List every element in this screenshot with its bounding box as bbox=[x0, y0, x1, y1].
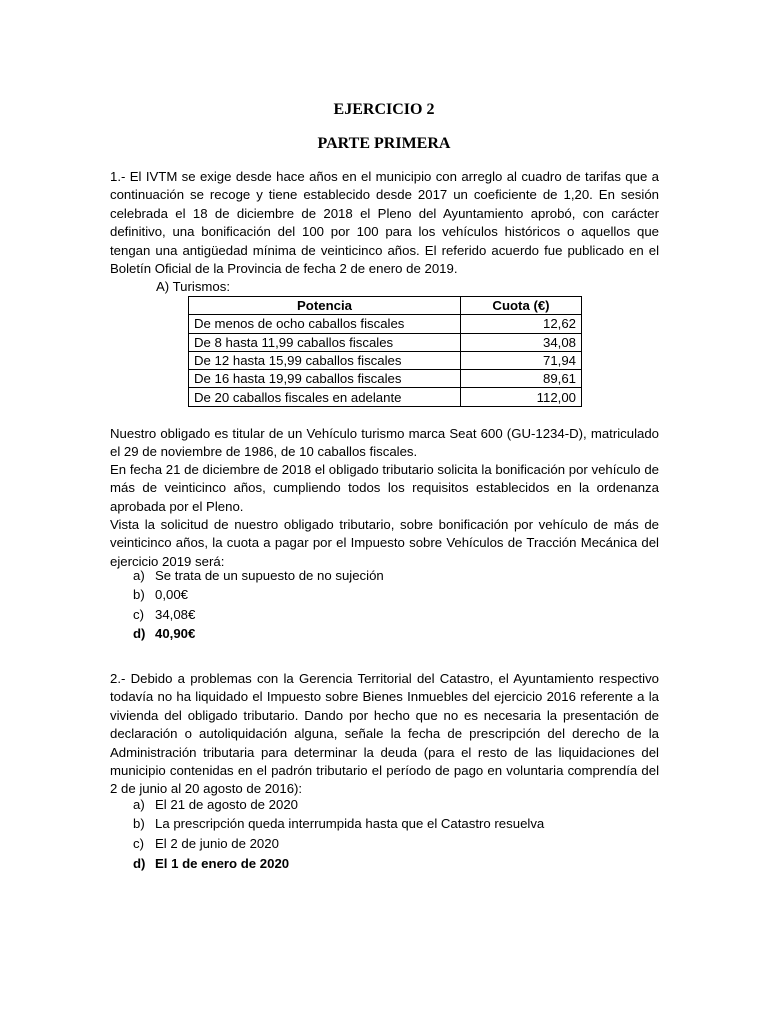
table-row bbox=[189, 315, 582, 333]
question-1-option-a[interactable] bbox=[133, 567, 384, 585]
option-text: El 1 de enero de 2020 bbox=[155, 856, 290, 871]
table-row bbox=[189, 388, 582, 406]
column-header-cuota: Cuota (€) bbox=[461, 297, 582, 315]
option-letter: a) bbox=[133, 568, 145, 583]
cuota-cell: 89,61 bbox=[461, 370, 582, 388]
question-1-option-c[interactable] bbox=[133, 606, 195, 624]
potencia-cell: De menos de ocho caballos fiscales bbox=[189, 315, 461, 333]
option-text: El 2 de junio de 2020 bbox=[155, 836, 279, 851]
question-2-intro: 2.- Debido a problemas con la Gerencia Territorial del Catastro, el Ayuntamiento respectivo todavía no ha liquidado el Impuesto sobre Bienes Inmuebles del ejercicio 2016 referente a la vivienda del obligado tributario. Dando por hecho que no es necesaria la presentación de declaración o autoliquidación alguna, señale la fecha de prescripción del derecho de la Administración tributaria para determinar la deuda (para el resto de las liquidaciones del municipio contenidas en el padrón tributario el período de pago en voluntaria comprendía del 2 de junio al 20 agosto de 2016): bbox=[110, 671, 659, 797]
option-letter: d) bbox=[133, 626, 146, 641]
question-2-option-d[interactable] bbox=[133, 855, 289, 873]
question-1-question-paragraph: Vista la solicitud de nuestro obligado tributario, sobre bonificación por vehículo de más de veinticinco años, la cuota a pagar por el Impuesto sobre Vehículos de Tracción Mecánica del ejercicio 2019 será: bbox=[110, 517, 659, 569]
question-1-request-paragraph: En fecha 21 de diciembre de 2018 el obligado tributario solicita la bonificación por vehículo de más de veinticinco años, cumpliendo todos los requisitos establecidos en la ordenanza aprobada por el Pleno. bbox=[110, 462, 659, 514]
column-header-potencia: Potencia bbox=[189, 297, 461, 315]
table-row bbox=[189, 351, 582, 369]
cuota-cell: 34,08 bbox=[461, 333, 582, 351]
option-letter: b) bbox=[133, 816, 145, 831]
question-2-option-b[interactable] bbox=[133, 815, 544, 833]
question-1-option-b[interactable] bbox=[133, 586, 188, 604]
option-text: El 21 de agosto de 2020 bbox=[155, 797, 298, 812]
option-text: 40,90€ bbox=[155, 626, 196, 641]
cuota-cell: 112,00 bbox=[461, 388, 582, 406]
tariff-table bbox=[188, 296, 582, 407]
part-heading: PARTE PRIMERA bbox=[317, 135, 451, 152]
option-letter: d) bbox=[133, 856, 146, 871]
potencia-cell: De 20 caballos fiscales en adelante bbox=[189, 388, 461, 406]
potencia-cell: De 16 hasta 19,99 caballos fiscales bbox=[189, 370, 461, 388]
option-text: La prescripción queda interrumpida hasta que el Catastro resuelva bbox=[155, 816, 545, 831]
table-header-row bbox=[189, 297, 582, 315]
option-letter: b) bbox=[133, 587, 145, 602]
question-2-option-c[interactable] bbox=[133, 835, 279, 853]
cuota-cell: 71,94 bbox=[461, 351, 582, 369]
option-text: Se trata de un supuesto de no sujeción bbox=[155, 568, 384, 583]
option-text: 0,00€ bbox=[155, 587, 189, 602]
turismos-label: A) Turismos: bbox=[156, 279, 231, 294]
question-1-intro: 1.- El IVTM se exige desde hace años en el municipio con arreglo al cuadro de tarifas que a continuación se recoge y tiene establecido desde 2017 un coeficiente de 1,20. En sesión celebrada el 18 de diciembre de 2018 el Pleno del Ayuntamiento aprobó, con carácter definitivo, una bonificación del 100 por 100 para los vehículos históricos o aquellos que tengan una antigüedad mínima de veinticinco años. El referido acuerdo fue publicado en el Boletín Oficial de la Provincia de fecha 2 de enero de 2019. bbox=[110, 169, 659, 277]
table-row bbox=[189, 333, 582, 351]
cuota-cell: 12,62 bbox=[461, 315, 582, 333]
potencia-cell: De 8 hasta 11,99 caballos fiscales bbox=[189, 333, 461, 351]
option-letter: a) bbox=[133, 797, 145, 812]
potencia-cell: De 12 hasta 15,99 caballos fiscales bbox=[189, 351, 461, 369]
option-text: 34,08€ bbox=[155, 607, 196, 622]
exercise-heading: EJERCICIO 2 bbox=[333, 101, 435, 118]
question-2-option-a[interactable] bbox=[133, 796, 298, 814]
table-row bbox=[189, 370, 582, 388]
option-letter: c) bbox=[133, 607, 144, 622]
question-1-option-d[interactable] bbox=[133, 625, 195, 643]
option-letter: c) bbox=[133, 836, 144, 851]
question-1-vehicle-paragraph: Nuestro obligado es titular de un Vehículo turismo marca Seat 600 (GU-1234-D), matriculado el 29 de noviembre de 1986, de 10 caballos fiscales. bbox=[110, 426, 659, 460]
